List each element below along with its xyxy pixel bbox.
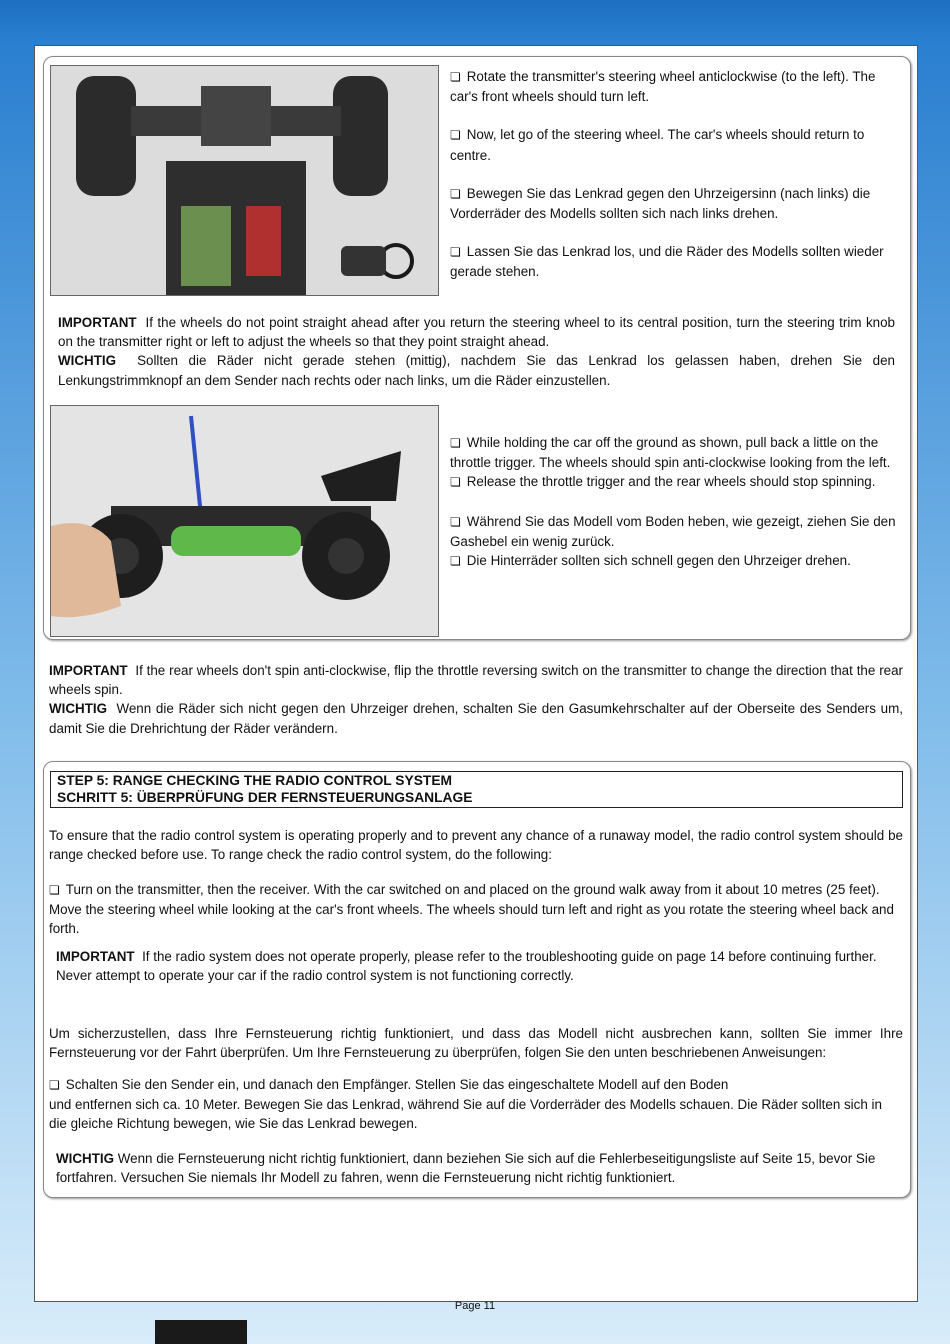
important-label: IMPORTANT (49, 663, 128, 678)
bullet-text-continued: und entfernen sich ca. 10 Meter. Bewegen Sie das Lenkrad, während Sie auf die Vorderräder des Modells schauen. Die Räder sollten sich in die gleiche Richtung bewegen, wie Sie das Lenkrad bewegen. (49, 1097, 882, 1132)
checkbox-icon: ❏ (450, 128, 461, 143)
steering-check-card (43, 56, 911, 640)
step5-title-en: STEP 5: RANGE CHECKING THE RADIO CONTROL SYSTEM (57, 773, 453, 788)
wichtig-label: WICHTIG (56, 1151, 115, 1166)
intro-de-text: Um sicherzustellen, dass Ihre Fernsteuerung richtig funktioniert, und dass das Modell nicht ausbrechen kann, sollten Sie immer Ihre Fernsteuerung vor der Fahrt überprüfen. Um Ihre Fernsteuerung zu überprüfen, folgen Sie den unten beschriebenen Anweisungen: (49, 1026, 903, 1061)
step5-bullet-de (49, 1075, 903, 1134)
wichtig-text: Sollten die Räder nicht gerade stehen (mittig), nachdem Sie das Lenkrad los gelassen haben, drehen Sie den Lenkungstrimmknopf an dem Sender nach rechts oder nach links, um die Räder einzustellen. (58, 353, 895, 388)
wichtig-text: Wenn die Räder sich nicht gegen den Uhrzeiger drehen, schalten Sie den Gasumkehrschalter auf der Oberseite des Senders um, damit Sie die Drehrichtung der Räder verändern. (49, 701, 903, 736)
bullet-text: Die Hinterräder sollten sich schnell gegen den Uhrzeiger drehen. (466, 553, 851, 569)
checkbox-icon: ❏ (450, 186, 461, 201)
bottom-tab (155, 1320, 247, 1344)
important-text: If the rear wheels don't spin anti-clockwise, flip the throttle reversing switch on the transmitter to change the direction that the rear wheels spin. (49, 663, 904, 698)
bullet-text: Now, let go of the steering wheel. The car's wheels should return to centre. (450, 127, 865, 163)
steering-important-note (58, 313, 895, 390)
bullet-text: While holding the car off the ground as shown, pull back a little on the throttle trigger. The wheels should spin anti-clockwise looking from the left. (450, 435, 891, 471)
bullet-text: Bewegen Sie das Lenkrad gegen den Uhrzeigersinn (nach links) die Vorderräder des Modells sollten sich nach links drehen. (450, 185, 871, 222)
checkbox-icon: ❏ (450, 514, 461, 529)
step5-heading (50, 771, 903, 808)
throttle-instructions (450, 433, 900, 571)
step5-title-de: SCHRITT 5: ÜBERPRÜFUNG DER FERNSTEUERUNGSANLAGE (57, 790, 473, 805)
step5-bullet-en (49, 880, 903, 939)
checkbox-icon: ❏ (450, 554, 461, 569)
important-text: If the radio system does not operate properly, please refer to the troubleshooting guide on page 14 before continuing further. Never attempt to operate your car if the radio control system is not functioning correctly. (56, 949, 877, 984)
wichtig-text: Wenn die Fernsteuerung nicht richtig funktioniert, dann beziehen Sie sich auf die Fehlerbeseitigungsliste auf Seite 15, bevor Sie fortfahren. Versuchen Sie niemals Ihr Modell zu fahren, wenn die Fernsteuerung nicht richtig funktioniert. (56, 1151, 876, 1186)
step5-important-note (56, 947, 896, 985)
bullet-text: Lassen Sie das Lenkrad los, und die Räder des Modells sollten wieder gerade stehen. (450, 244, 884, 280)
step5-wichtig-note (56, 1149, 896, 1187)
important-label: IMPORTANT (58, 315, 137, 330)
checkbox-icon: ❏ (49, 883, 60, 897)
manual-page (34, 45, 918, 1302)
checkbox-icon: ❏ (450, 245, 461, 260)
checkbox-icon: ❏ (49, 1078, 60, 1092)
checkbox-icon: ❏ (450, 436, 461, 450)
intro-en-text: To ensure that the radio control system is operating properly and to prevent any chance of a runaway model, the radio control system should be range checked before use. To range check the radio control system, do the following: (49, 828, 903, 863)
bullet-text: Während Sie das Modell vom Boden heben, wie gezeigt, ziehen Sie den Gashebel ein wenig zurück. (450, 513, 896, 549)
steering-instructions (450, 67, 900, 282)
car-held-photo (50, 405, 439, 637)
bullet-text: Rotate the transmitter's steering wheel anticlockwise (to the left). The car's front wheels should turn left. (450, 69, 876, 105)
wichtig-label: WICHTIG (58, 353, 117, 369)
chassis-top-photo (50, 65, 439, 296)
bullet-text: Turn on the transmitter, then the receiver. With the car switched on and placed on the ground walk away from it about 10 metres (25 feet). Move the steering wheel while looking at the car's front wheels. The wheels should turn left and right as you rotate the steering wheel back and forth. (49, 882, 894, 937)
step5-intro-en (49, 826, 903, 864)
checkbox-icon: ❏ (450, 475, 461, 490)
bullet-text: Release the throttle trigger and the rear wheels should stop spinning. (466, 474, 876, 490)
important-text: If the wheels do not point straight ahead after you return the steering wheel to its central position, turn the steering trim knob on the transmitter right or left to adjust the wheels so that they point straight ahead. (58, 315, 895, 350)
important-label: IMPORTANT (56, 949, 135, 964)
page-number: Page 11 (454, 1300, 496, 1312)
step5-intro-de (49, 1024, 903, 1062)
throttle-important-note (49, 661, 903, 738)
checkbox-icon: ❏ (450, 70, 461, 84)
bullet-text: Schalten Sie den Sender ein, und danach den Empfänger. Stellen Sie das eingeschaltete Modell auf den Boden (65, 1077, 729, 1092)
wichtig-label: WICHTIG (49, 701, 108, 717)
